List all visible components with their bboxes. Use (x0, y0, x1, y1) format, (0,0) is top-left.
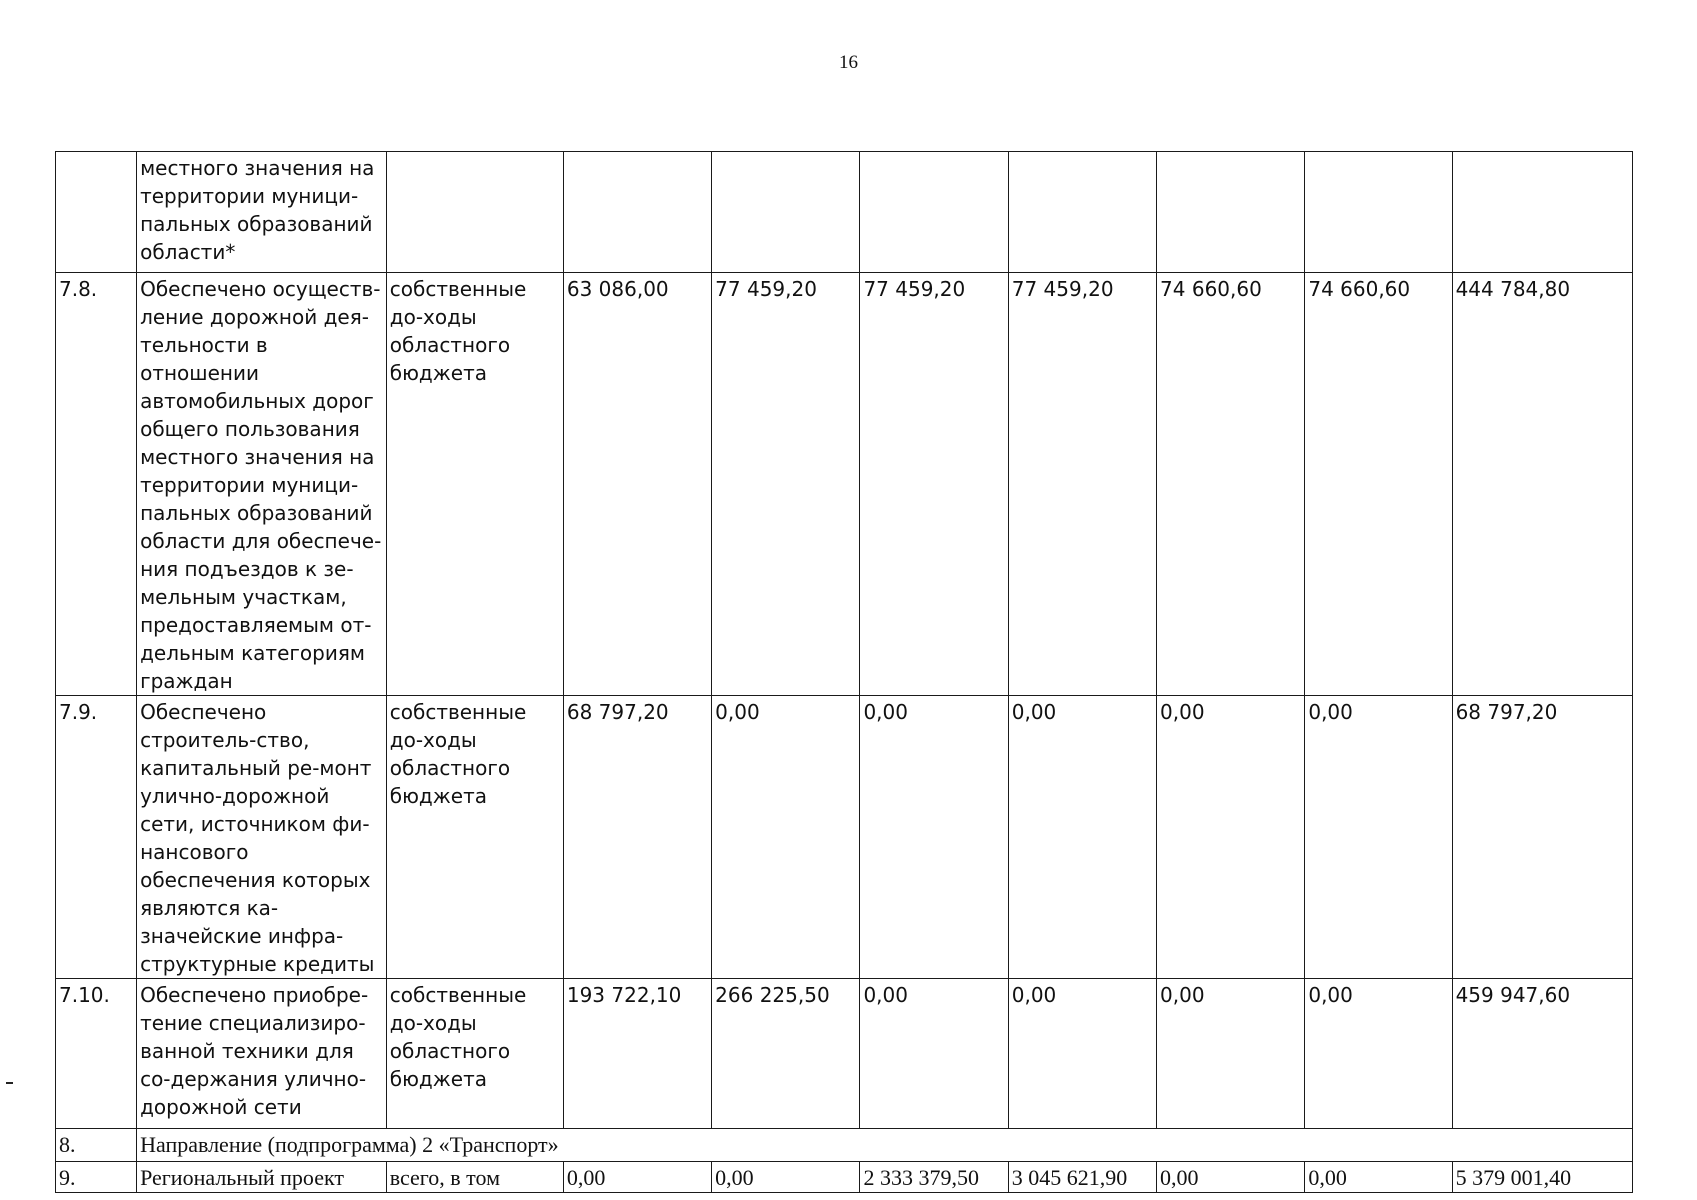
row-source: собственные до-ходы областного бюджета (386, 979, 563, 1129)
row-source: собственные до-ходы областного бюджета (386, 696, 563, 979)
row-value: 0,00 (1157, 696, 1305, 979)
section-title: Направление (подпрограмма) 2 «Транспорт» (137, 1129, 1633, 1162)
row-source: собственные до-ходы областного бюджета (386, 273, 563, 696)
row-value (1157, 152, 1305, 273)
row-description: Региональный проект (137, 1162, 387, 1193)
section-number: 8. (56, 1129, 137, 1162)
scan-mark (6, 1082, 13, 1084)
table-row (56, 273, 1633, 696)
row-value (1008, 152, 1156, 273)
row-value: 0,00 (860, 696, 1008, 979)
row-total: 459 947,60 (1452, 979, 1632, 1129)
row-value: 0,00 (1157, 1162, 1305, 1193)
page-number: 16 (839, 52, 858, 73)
row-total: 444 784,80 (1452, 273, 1632, 696)
table-row (56, 696, 1633, 979)
row-value: 0,00 (1008, 696, 1156, 979)
row-source (386, 152, 563, 273)
row-value: 0,00 (1305, 1162, 1452, 1193)
row-value: 77 459,20 (1008, 273, 1156, 696)
row-value: 3 045 621,90 (1008, 1162, 1156, 1193)
row-value: 74 660,60 (1305, 273, 1452, 696)
row-total (1452, 152, 1632, 273)
table-row (56, 1162, 1633, 1193)
section-row (56, 1129, 1633, 1162)
row-value (860, 152, 1008, 273)
row-number: 9. (56, 1162, 137, 1193)
row-value: 0,00 (1008, 979, 1156, 1129)
row-value: 0,00 (712, 696, 860, 979)
budget-table (55, 151, 1633, 1193)
row-number: 7.8. (56, 273, 137, 696)
row-value (712, 152, 860, 273)
row-description: Обеспечено приобре-тение специализиро-ванной техники для со-держания улично-дорожной сети (137, 979, 387, 1129)
row-value: 193 722,10 (563, 979, 711, 1129)
row-value: 0,00 (563, 1162, 711, 1193)
table-row (56, 979, 1633, 1129)
row-number: 7.9. (56, 696, 137, 979)
table-row (56, 152, 1633, 273)
row-value: 74 660,60 (1157, 273, 1305, 696)
row-value: 68 797,20 (563, 696, 711, 979)
row-value (563, 152, 711, 273)
row-value: 2 333 379,50 (860, 1162, 1008, 1193)
row-total: 68 797,20 (1452, 696, 1632, 979)
row-value: 266 225,50 (712, 979, 860, 1129)
row-value: 77 459,20 (860, 273, 1008, 696)
row-value: 77 459,20 (712, 273, 860, 696)
row-description: местного значения на территории муници-пальных образований области* (137, 152, 387, 273)
row-total: 5 379 001,40 (1452, 1162, 1632, 1193)
row-value: 0,00 (1305, 696, 1452, 979)
row-value: 0,00 (1305, 979, 1452, 1129)
row-source: всего, в том (386, 1162, 563, 1193)
row-value: 0,00 (860, 979, 1008, 1129)
row-description: Обеспечено строитель-ство, капитальный ре-монт улично-дорожной сети, источником фи-нансового обеспечения которых являются ка-значейские инфра-структурные кредиты (137, 696, 387, 979)
row-description: Обеспечено осуществ-ление дорожной дея-тельности в отношении автомобильных дорог общего пользования местного значения на территории муници-пальных образований области для обеспече-ния подъездов к зе-мельным участкам, предоставляемым от-дельным категориям граждан (137, 273, 387, 696)
row-value: 63 086,00 (563, 273, 711, 696)
row-number: 7.10. (56, 979, 137, 1129)
row-number (56, 152, 137, 273)
row-value (1305, 152, 1452, 273)
row-value: 0,00 (1157, 979, 1305, 1129)
row-value: 0,00 (712, 1162, 860, 1193)
